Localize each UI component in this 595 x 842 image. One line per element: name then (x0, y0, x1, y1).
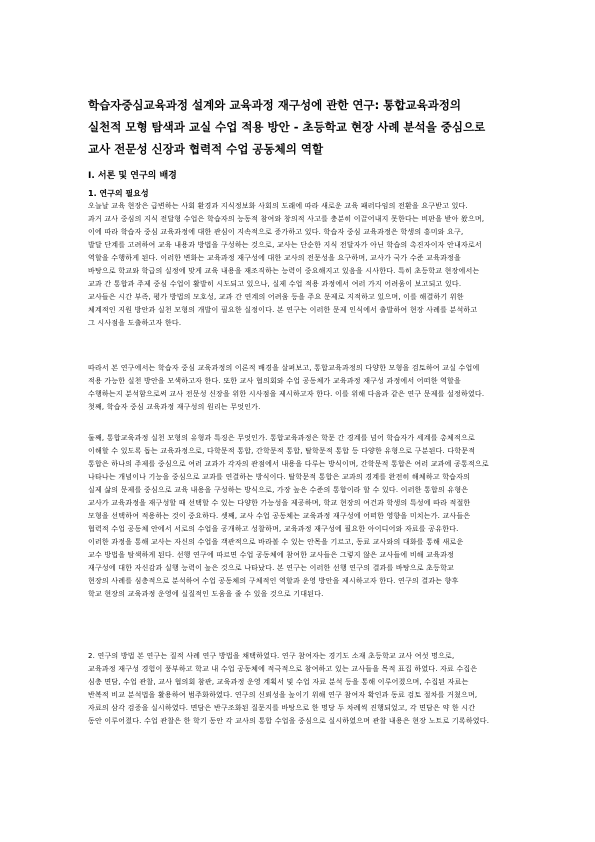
section-heading: Ⅰ. 서론 및 연구의 배경 (88, 171, 177, 181)
paragraph-line: 교사가 교육과정을 재구성할 때 선택할 수 있는 다양한 가능성을 제공하며, 학교 현장의 여건과 학생의 특성에 따라 적절한 (88, 499, 471, 507)
body-paragraph (88, 432, 508, 601)
paragraph-line: 학교 현장의 교육과정 운영에 실질적인 도움을 줄 수 있을 것으로 기대된다. (88, 590, 324, 598)
paragraph-line: 모형을 선택하여 적용하는 것이 중요하다. 셋째, 교사 수업 공동체는 교육과정 재구성에 어떠한 영향을 미치는가. 교사들은 (88, 512, 471, 520)
paragraph-line: 둘째, 통합교육과정 실천 모형의 유형과 특징은 무엇인가. 통합교육과정은 학문 간 경계를 넘어 학습자가 세계를 총체적으로 (88, 434, 475, 442)
title-line: 학습자중심교육과정 설계와 교육과정 재구성에 관한 연구: 통합교육과정의 (88, 98, 461, 112)
paragraph-line: 체계적인 지원 방안과 실천 모형의 개발이 필요한 실정이다. 본 연구는 이러한 문제 인식에서 출발하여 현장 사례를 분석하고 (88, 306, 478, 314)
subsection-heading: 1. 연구의 필요성 (88, 189, 149, 198)
paragraph-line: 교과 간 통합과 주제 중심 수업이 활발히 시도되고 있으나, 실제 수업 적용 과정에서 여러 가지 어려움이 보고되고 있다. (88, 280, 462, 288)
paragraph-line: 동안 이루어졌다. 수업 관찰은 한 학기 동안 각 교사의 통합 수업을 중심으로 실시하였으며 관찰 내용은 현장 노트로 기록하였다. (88, 717, 490, 725)
paragraph-line: 실제 삶의 문제를 중심으로 교육 내용을 구성하는 방식으로, 가장 높은 수준의 통합이라 할 수 있다. 이러한 통합의 유형은 (88, 486, 469, 494)
body-paragraph (88, 362, 508, 414)
title-line: 실천적 모형 탐색과 교실 수업 적용 방안 - 초등학교 현장 사례 분석을 중심으로 (88, 120, 486, 134)
paragraph-line: 반복적 비교 분석법을 활용하여 범주화하였다. 연구의 신뢰성을 높이기 위해 연구 참여자 확인과 동료 검토 절차를 거쳤으며, (88, 691, 478, 699)
paragraph-line: 교사들은 시간 부족, 평가 방법의 모호성, 교과 간 연계의 어려움 등을 주요 문제로 지적하고 있으며, 이를 해결하기 위한 (88, 293, 464, 301)
paragraph-line: 바탕으로 학교와 학급의 실정에 맞게 교육 내용을 재조직하는 능력이 중요해지고 있음을 시사한다. 특히 초등학교 현장에서는 (88, 267, 480, 275)
paragraph-line: 통합은 하나의 주제를 중심으로 여러 교과가 각자의 관점에서 내용을 다루는 방식이며, 간학문적 통합은 여러 교과에 공통적으로 (88, 460, 489, 468)
paragraph-line: 역할을 수행하게 된다. 이러한 변화는 교육과정 재구성에 대한 교사의 전문성을 요구하며, 교사가 국가 수준 교육과정을 (88, 254, 461, 262)
paragraph-line: 재구성에 대한 자신감과 실행 능력이 높은 것으로 나타났다. 본 연구는 이러한 선행 연구의 결과를 바탕으로 초등학교 (88, 564, 455, 572)
paragraph-line: 과거 교사 중심의 지식 전달형 수업은 학습자의 능동적 참여와 창의적 사고를 충분히 이끌어내지 못한다는 비판을 받아 왔으며, (88, 215, 485, 223)
paragraph-line: 이해할 수 있도록 돕는 교육과정으로, 다학문적 통합, 간학문적 통합, 탈학문적 통합 등 다양한 유형으로 구분된다. 다학문적 (88, 447, 476, 455)
body-paragraph (88, 650, 508, 728)
paragraph-line: 첫째, 학습자 중심 교육과정 재구성의 원리는 무엇인가. (88, 403, 261, 411)
paragraph-line: 2. 연구의 방법 본 연구는 질적 사례 연구 방법을 채택하였다. 연구 참여자는 경기도 소재 초등학교 교사 여섯 명으로, (88, 652, 455, 660)
paragraph-line: 발달 단계를 고려하여 교육 내용과 방법을 구성하는 것으로, 교사는 단순한 지식 전달자가 아닌 학습의 촉진자이자 안내자로서 (88, 241, 482, 249)
paragraph-line: 오늘날 교육 현장은 급변하는 사회 환경과 지식정보화 사회의 도래에 따라 새로운 교육 패러다임의 전환을 요구받고 있다. (88, 202, 468, 210)
paragraph-line: 적용 가능한 실천 방안을 모색하고자 한다. 또한 교사 협의회와 수업 공동체가 교육과정 재구성 과정에서 어떠한 역할을 (88, 377, 461, 385)
paragraph-line: 심층 면담, 수업 관찰, 교사 협의회 참관, 교육과정 운영 계획서 및 수업 자료 분석 등을 통해 이루어졌으며, 수집된 자료는 (88, 678, 469, 686)
title-line: 교사 전문성 신장과 협력적 수업 공동체의 역할 (88, 142, 324, 156)
paragraph-line: 따라서 본 연구에서는 학습자 중심 교육과정의 이론적 배경을 살펴보고, 통합교육과정의 다양한 모형을 검토하여 교실 수업에 (88, 364, 480, 372)
body-paragraph (88, 200, 508, 330)
paragraph-line: 이러한 과정을 통해 교사는 자신의 수업을 객관적으로 바라볼 수 있는 안목을 기르고, 동료 교사와의 대화를 통해 새로운 (88, 538, 464, 546)
paragraph-line: 수행하는지 분석함으로써 교사 전문성 신장을 위한 시사점을 제시하고자 한다. 이를 위해 다음과 같은 연구 문제를 설정하였다. (88, 390, 485, 398)
paragraph-line: 이에 따라 학습자 중심 교육과정에 대한 관심이 지속적으로 증가하고 있다. 학습자 중심 교육과정은 학생의 흥미와 요구, (88, 228, 464, 236)
paragraph-line: 협력적 수업 공동체 안에서 서로의 수업을 공개하고 성찰하며, 교육과정 재구성에 필요한 아이디어와 자료를 공유한다. (88, 525, 459, 533)
paragraph-line: 교수 방법을 탐색하게 된다. 선행 연구에 따르면 수업 공동체에 참여한 교사들은 그렇지 않은 교사들에 비해 교육과정 (88, 551, 455, 559)
paragraph-line: 나타나는 개념이나 기능을 중심으로 교과를 연결하는 방식이다. 탈학문적 통합은 교과의 경계를 완전히 해체하고 학습자의 (88, 473, 471, 481)
paragraph-line: 그 시사점을 도출하고자 한다. (88, 319, 182, 327)
paragraph-line: 자료의 삼각 검증을 실시하였다. 면담은 반구조화된 질문지를 바탕으로 한 명당 두 차례씩 진행되었고, 각 면담은 약 한 시간 (88, 704, 476, 712)
document-title (88, 94, 508, 160)
paragraph-line: 현장의 사례를 심층적으로 분석하여 수업 공동체의 구체적인 역할과 운영 방안을 제시하고자 한다. 연구의 결과는 향후 (88, 577, 459, 585)
paragraph-line: 교육과정 재구성 경험이 풍부하고 학교 내 수업 공동체에 적극적으로 참여하고 있는 교사들을 목적 표집 하였다. 자료 수집은 (88, 665, 478, 673)
